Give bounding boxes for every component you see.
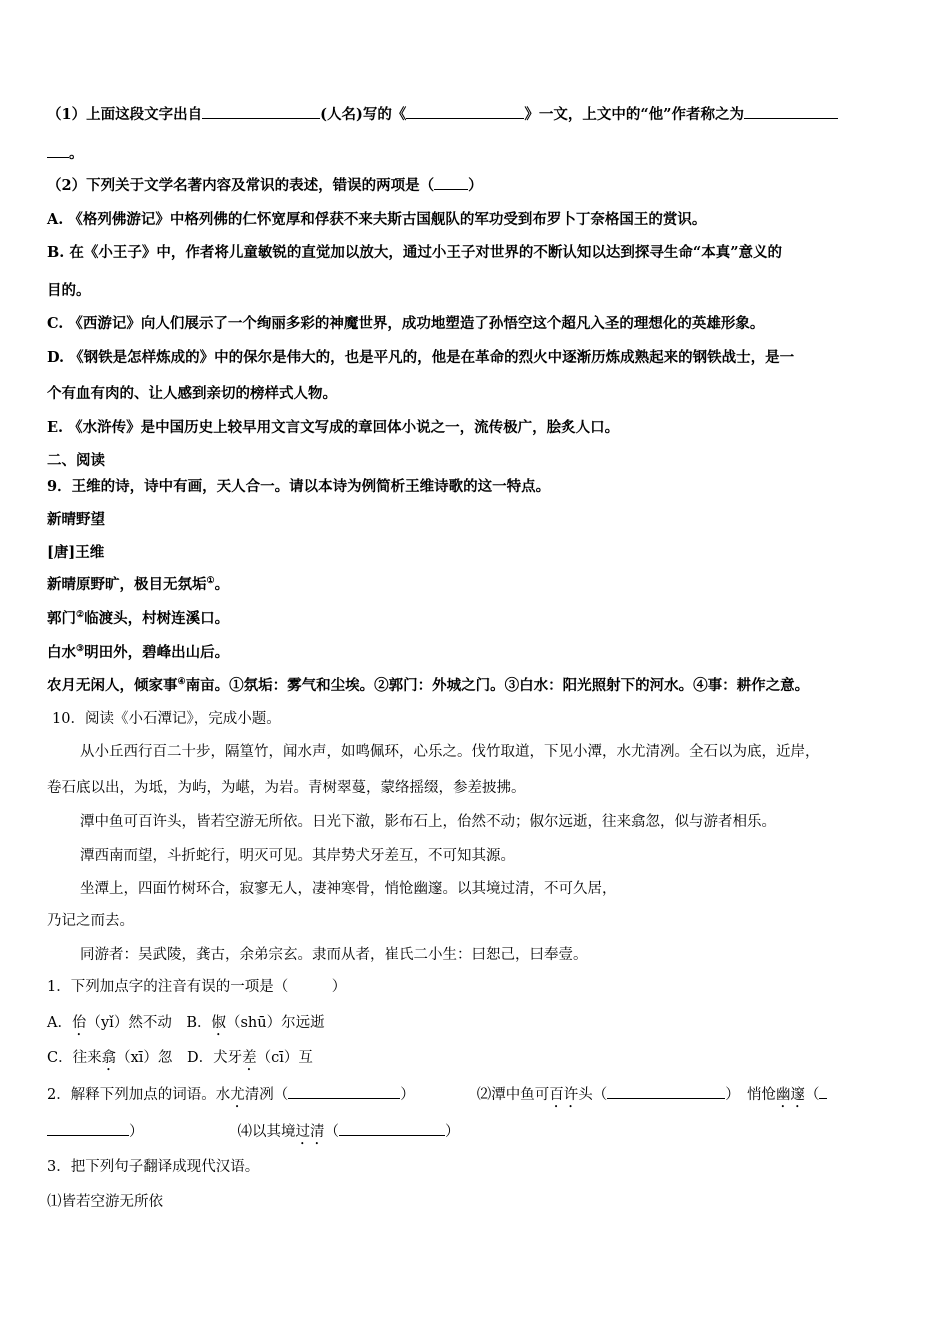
choice-a-char: 佁 xyxy=(71,1015,87,1031)
sq2-open-4: （ xyxy=(324,1124,339,1140)
choice-c-rest: （xī）忽 xyxy=(116,1050,173,1066)
choice-b-rest: （shū）尔远逝 xyxy=(225,1015,325,1031)
q8-sub2-text: （2）下列关于文学名著内容及常识的表述，错误的两项是（ xyxy=(47,177,435,194)
q8-sub1-mid2: 》一文，上文中的“他”作者称之为 xyxy=(524,106,745,123)
sub-question-2-line1 xyxy=(47,1084,827,1111)
poem-line-3 xyxy=(47,643,229,663)
sub-question-1-ab xyxy=(47,1013,325,1039)
note-marker-4: ④ xyxy=(177,677,186,688)
passage-p4b: 乃记之而去。 xyxy=(47,913,134,929)
option-b-line1: B. 在《小王子》中，作者将儿童敏锐的直觉加以放大，通过小王子对世界的不断认知以达到探寻生命“本真”意义的 xyxy=(47,244,783,261)
sq2-blank-4[interactable] xyxy=(339,1121,445,1136)
q8-sub2-close: ） xyxy=(468,177,483,194)
passage-p1a: 从小丘西行百二十步，隔篁竹，闻水声，如鸣佩环，心乐之。伐竹取道，下见小潭，水尤清冽。全石以为底，近岸， xyxy=(80,744,820,760)
sq2-item2: ⑵潭中鱼可 xyxy=(476,1087,550,1103)
sq2-word2: 百许 xyxy=(549,1087,579,1103)
poem-line-4-a: 农月无闲人，倾家事 xyxy=(47,677,178,694)
passage-p4a: 坐潭上，四面竹树环合，寂寥无人，凄神寒骨，悄怆幽邃。以其境过清，不可久居， xyxy=(80,881,617,897)
sq2-item2-rest: 头（ xyxy=(578,1087,608,1103)
poem-title: 新晴野望 xyxy=(47,511,105,528)
q8-sub1-prefix: （1）上面这段文字出自 xyxy=(47,106,203,123)
q10-prompt: 10．阅读《小石潭记》，完成小题。 xyxy=(52,711,281,727)
section-heading: 二、阅读 xyxy=(47,452,105,469)
poem-line-4 xyxy=(47,676,809,696)
option-a: A. 《格列佛游记》中格列佛的仁怀宽厚和俘获不来夫斯古国舰队的军功受到布罗卜丁奈格国王的赏识。 xyxy=(47,211,707,228)
sq2-blank-3b[interactable] xyxy=(47,1121,129,1136)
poem-line-1 xyxy=(47,575,229,595)
choice-b-label: B． xyxy=(186,1015,212,1031)
choice-d-rest: （cī）互 xyxy=(256,1050,313,1066)
option-d-line1: D. 《钢铁是怎样炼成的》中的保尔是伟大的，也是平凡的，他是在革命的烈火中逐渐历炼成熟起来的钢铁战士，是一 xyxy=(47,349,795,366)
q8-sub1-line xyxy=(47,104,838,125)
poem-line-2-b: 临渡头，村树连溪口。 xyxy=(84,610,230,627)
poem-line-2 xyxy=(47,609,229,629)
sq2-blank-3a[interactable] xyxy=(819,1084,827,1099)
option-c: C. 《西游记》向人们展示了一个绚丽多彩的神魔世界，成功地塑造了孙悟空这个超凡入圣的理想化的英雄形象。 xyxy=(47,315,765,332)
passage-p5: 同游者：吴武陵，龚古，余弟宗玄。隶而从者，崔氏二小生：曰恕己，曰奉壹。 xyxy=(80,947,588,963)
sq2-close-2: ） xyxy=(725,1087,740,1103)
poem-author: [唐]王维 xyxy=(47,544,105,561)
sub-question-3-item1: ⑴皆若空游无所依 xyxy=(47,1194,163,1210)
poem-line-1-text: 新晴原野旷，极目无氛垢 xyxy=(47,576,207,593)
note-marker-3: ③ xyxy=(76,644,85,655)
option-d-line2: 个有血有肉的、让人感到亲切的榜样式人物。 xyxy=(47,385,337,402)
q8-sub1-end: 。 xyxy=(69,145,84,162)
poem-line-3-b: 明田外，碧峰出山后。 xyxy=(84,644,230,661)
author-blank[interactable] xyxy=(202,104,320,119)
sq2-word1: 尤 xyxy=(230,1087,245,1103)
choice-a-label: A． xyxy=(47,1015,72,1031)
sq2-blank-1[interactable] xyxy=(288,1084,400,1099)
sub-question-1: 1．下列加点字的注音有误的一项是（ ） xyxy=(47,979,347,995)
sq2-word1-rest: 清冽（ xyxy=(244,1087,289,1103)
poem-line-1-end: 。 xyxy=(214,576,230,593)
poem-line-2-a: 郭门 xyxy=(47,610,76,627)
option-b-line2: 目的。 xyxy=(47,282,91,299)
sq2-word3: 幽邃 xyxy=(775,1087,805,1103)
q8-sub2-line xyxy=(47,175,483,196)
q9-prompt: 9．王维的诗，诗中有画，天人合一。请以本诗为例简析王维诗歌的这一特点。 xyxy=(47,478,551,495)
sq2-word4: 过清 xyxy=(295,1124,325,1140)
passage-p1b: 卷石底以出，为坻，为屿，为嵁，为岩。青树翠蔓，蒙络摇缀，参差披拂。 xyxy=(47,780,526,796)
name-blank[interactable] xyxy=(744,104,838,119)
q8-sub1-mid1: (人名)写的《 xyxy=(320,106,407,123)
sq2-item4: ⑷以其境 xyxy=(237,1124,296,1140)
sq2-prefix: 2．解释下列加点的词语。水 xyxy=(47,1087,231,1103)
sq2-blank-2[interactable] xyxy=(607,1084,725,1099)
note-marker-2: ② xyxy=(76,610,85,621)
passage-p2: 潭中鱼可百许头，皆若空游无所依。日光下澈，影布石上，佁然不动；俶尔远逝，往来翕忽，似与游者相乐。 xyxy=(80,814,776,830)
sq2-close-3: ） xyxy=(129,1124,144,1140)
choice-d-label: D．犬牙 xyxy=(186,1050,243,1066)
answer-blank[interactable] xyxy=(434,175,468,190)
sq2-close-4: ） xyxy=(445,1124,460,1140)
sq2-open-3: （ xyxy=(804,1087,820,1103)
sub-question-2-line2 xyxy=(47,1121,460,1148)
sq2-close-1: ） xyxy=(400,1087,415,1103)
sub-question-3: 3．把下列句子翻译成现代汉语。 xyxy=(47,1159,260,1175)
choice-d-char: 差 xyxy=(242,1050,257,1066)
choice-c-char: 翕 xyxy=(101,1050,117,1066)
choice-a-rest: （yǐ）然不动 xyxy=(86,1015,172,1031)
poem-line-4-b: 南亩。①氛垢：雾气和尘埃。②郭门：外城之门。③白水：阳光照射下的河水。④事：耕作之意。 xyxy=(185,677,810,694)
title-blank[interactable] xyxy=(406,104,524,119)
name-blank-continued[interactable] xyxy=(47,143,69,158)
passage-p3: 潭西南而望，斗折蛇行，明灭可见。其岸势犬牙差互，不可知其源。 xyxy=(80,848,515,864)
option-e: E. 《水浒传》是中国历史上较早用文言文写成的章回体小说之一，流传极广，脍炙人口。 xyxy=(47,419,620,436)
sub-question-1-cd xyxy=(47,1048,313,1074)
sq2-item3: 悄怆 xyxy=(746,1087,776,1103)
choice-c-label: C．往来 xyxy=(47,1050,102,1066)
poem-line-3-a: 白水 xyxy=(47,644,76,661)
choice-b-char: 俶 xyxy=(211,1015,226,1031)
q8-sub1-line2 xyxy=(47,143,84,164)
note-marker-1: ① xyxy=(206,576,215,587)
